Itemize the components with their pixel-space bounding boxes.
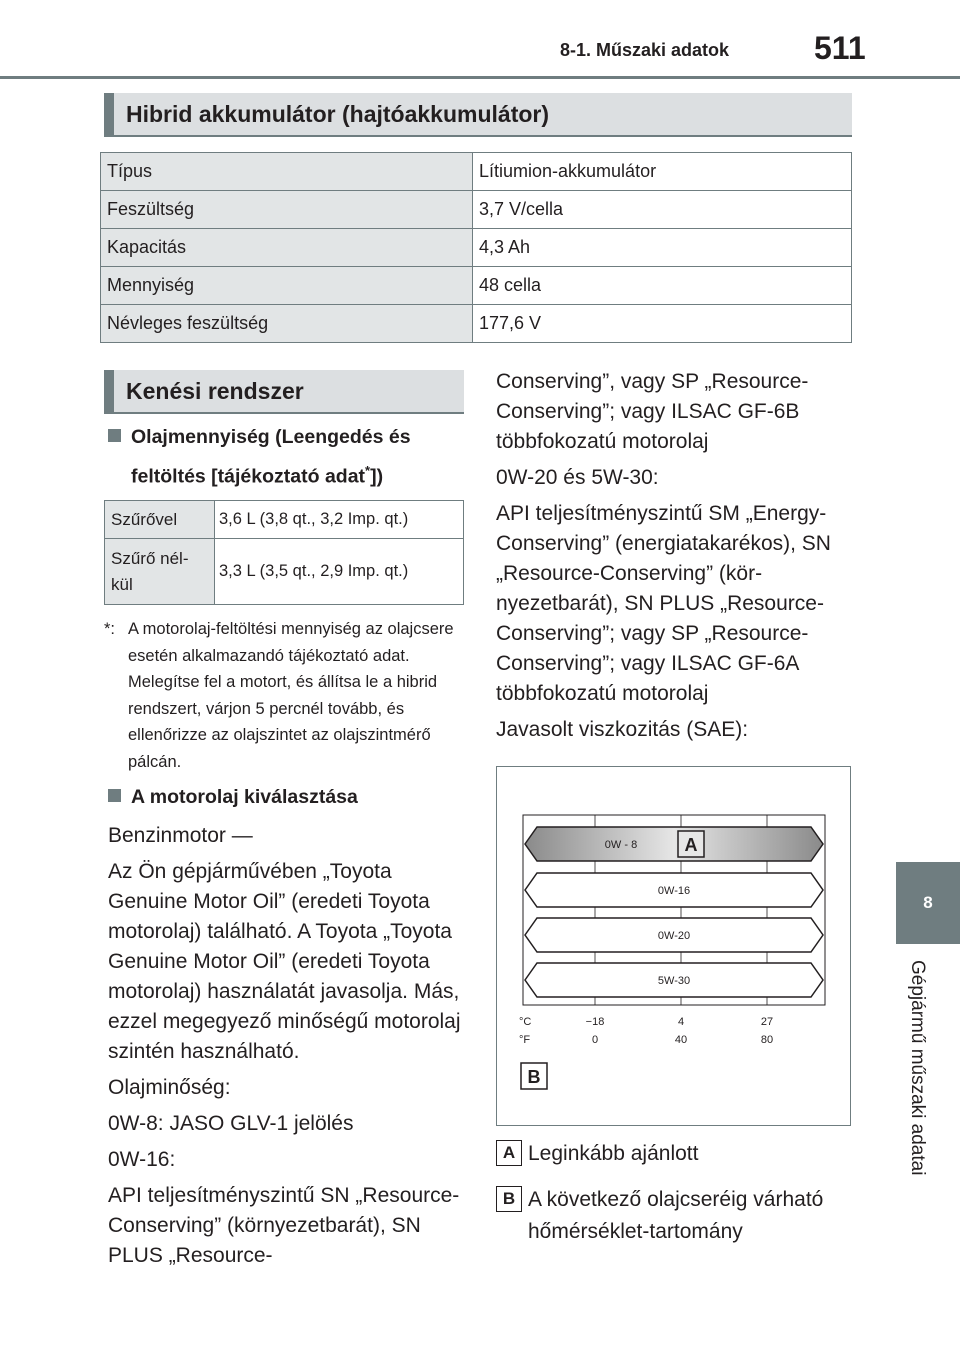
viscosity-band: [525, 827, 823, 861]
section-title: 8-1. Műszaki adatok: [560, 40, 730, 60]
marker-b-label: B: [527, 1067, 541, 1087]
row-label-text: Szűrő nél-: [111, 548, 189, 568]
temperature-axis: [519, 1016, 773, 1046]
paragraph: API teljesítményszintű SN „Resource-Conserving” (környezetbarát), SN PLUS „Resource-: [108, 1184, 460, 1267]
viscosity-chart: [497, 767, 852, 1127]
lubrication-title: Kenési rendszer: [126, 377, 304, 404]
table-row: [101, 305, 852, 343]
left-column-text: [108, 821, 464, 1277]
tick-fahrenheit: 40: [674, 1034, 688, 1046]
paragraph: Javasolt viszkozitás (SAE):: [496, 718, 749, 741]
footnote-mark: *:: [104, 620, 116, 638]
tick-fahrenheit: 80: [760, 1034, 774, 1046]
hybrid-battery-heading: [104, 93, 852, 137]
row-label: [105, 539, 215, 605]
square-bullet-icon: [108, 789, 121, 802]
chapter-title: Gépjármű műszaki adatai: [907, 960, 928, 1176]
legend-item-b: [496, 1184, 823, 1248]
viscosity-band-label: 0W-16: [657, 885, 691, 897]
paragraph: Olajminőség:: [108, 1076, 231, 1099]
viscosity-band-label: 0W - 8: [604, 839, 638, 851]
footnote-star: *: [365, 463, 371, 478]
oil-selection-heading: [108, 781, 468, 814]
tick-fahrenheit: 0: [591, 1034, 599, 1046]
row-value: 4,3 Ah: [473, 229, 852, 267]
chapter-tab: [896, 862, 960, 944]
oil-quantity-table: [104, 500, 464, 605]
oil-quantity-heading-line2: feltöltés [tájékoztató adat: [131, 465, 366, 488]
square-bullet-icon: [108, 429, 121, 442]
row-label: Névleges feszültség: [101, 305, 473, 343]
table-row: [101, 229, 852, 267]
hybrid-battery-table: [100, 152, 852, 343]
tick-celsius: 27: [760, 1016, 774, 1028]
heading-bar: [104, 93, 114, 135]
row-label: Típus: [101, 153, 473, 191]
hybrid-battery-title: Hibrid akkumulátor (hajtóakkumulátor): [126, 100, 550, 127]
oil-quantity-heading-line1: Olajmennyiség (Leengedés és: [131, 426, 411, 448]
legend-text: Leginkább ajánlott: [528, 1142, 699, 1165]
paragraph: 0W-16:: [108, 1148, 176, 1171]
oil-selection-heading-text: A motorolaj kiválasztása: [131, 786, 358, 808]
table-row: [105, 501, 464, 539]
table-row: [105, 539, 464, 605]
tick-celsius: −18: [585, 1016, 605, 1028]
legend-key: B: [496, 1186, 522, 1212]
paragraph: 0W-20 és 5W-30:: [496, 466, 659, 489]
unit-celsius: °C: [519, 1016, 532, 1028]
lubrication-heading: [104, 370, 464, 414]
right-column-text: [496, 367, 852, 751]
row-value: 3,7 V/cella: [473, 191, 852, 229]
legend-text: A következő olajcseréig várható: [528, 1188, 824, 1211]
table-row: [101, 267, 852, 305]
legend-item-a: [496, 1138, 698, 1170]
legend-key: A: [496, 1140, 522, 1166]
unit-fahrenheit: °F: [519, 1034, 531, 1046]
marker-a-label: A: [684, 835, 698, 855]
footnote: [104, 616, 464, 775]
paragraph: Az Ön gépjárművében „Toyota Genuine Motor Oil” (eredeti Toyota motorolaj) található. A Toyota „Toyota Genuine Motor Oil” (eredeti Toyota motorolaj) használatát javasolja. Más, ezzel megegyező minőségű motorolaj szintén használható.: [108, 860, 461, 1063]
row-label: Feszültség: [101, 191, 473, 229]
tick-celsius: 4: [677, 1016, 685, 1028]
row-value: 3,6 L (3,8 qt., 3,2 Imp. qt.): [215, 501, 464, 539]
viscosity-figure: [496, 766, 851, 1126]
heading-bar: [104, 370, 114, 412]
paragraph: 0W-8: JASO GLV-1 jelölés: [108, 1112, 354, 1135]
chapter-number: 8: [923, 893, 933, 912]
table-row: [101, 153, 852, 191]
paragraph: Conserving”, vagy SP „Resource-Conserving”; vagy ILSAC GF-6B többfokozatú motorolaj: [496, 370, 809, 453]
row-value: 48 cella: [473, 267, 852, 305]
table-row: [101, 191, 852, 229]
footnote-text: A motorolaj-feltöltési mennyiség az olajcsere esetén alkalmazandó tájékoztató adat. Melegítse fel a motort, és állítsa le a hibrid rendszert, várjon 5 percnél tovább, és ellenőrizze az olajszintet az olajszintmérő pálcán.: [128, 620, 454, 771]
page-number: 511: [814, 30, 866, 66]
row-label-text: Szűrővel: [111, 509, 178, 529]
paragraph: Benzinmotor —: [108, 824, 253, 847]
viscosity-band-label: 0W-20: [657, 930, 691, 942]
row-label: Kapacitás: [101, 229, 473, 267]
row-value: Lítiumion-akkumulátor: [473, 153, 852, 191]
header-rule: [0, 76, 960, 79]
viscosity-band-label: 5W-30: [657, 975, 691, 987]
row-value: 3,3 L (3,5 qt., 2,9 Imp. qt.): [215, 539, 464, 605]
oil-quantity-heading: [108, 421, 468, 494]
row-label: Mennyiség: [101, 267, 473, 305]
oil-quantity-heading-end: ]): [370, 465, 384, 488]
viscosity-bands: [525, 827, 823, 997]
paragraph: API teljesítményszintű SM „Energy-Conserving” (energiatakarékos), SN „Resource-Conserving” (környezetbarát), SN PLUS „Resource-Conserving”; vagy SP „Resource-Conserving”; vagy ILSAC GF-6A többfokozatú motorolaj: [496, 502, 831, 705]
legend-text-cont: hőmérséklet-tartomány: [528, 1220, 743, 1243]
row-label-text: kül: [111, 574, 133, 594]
row-label: [105, 501, 215, 539]
row-value: 177,6 V: [473, 305, 852, 343]
